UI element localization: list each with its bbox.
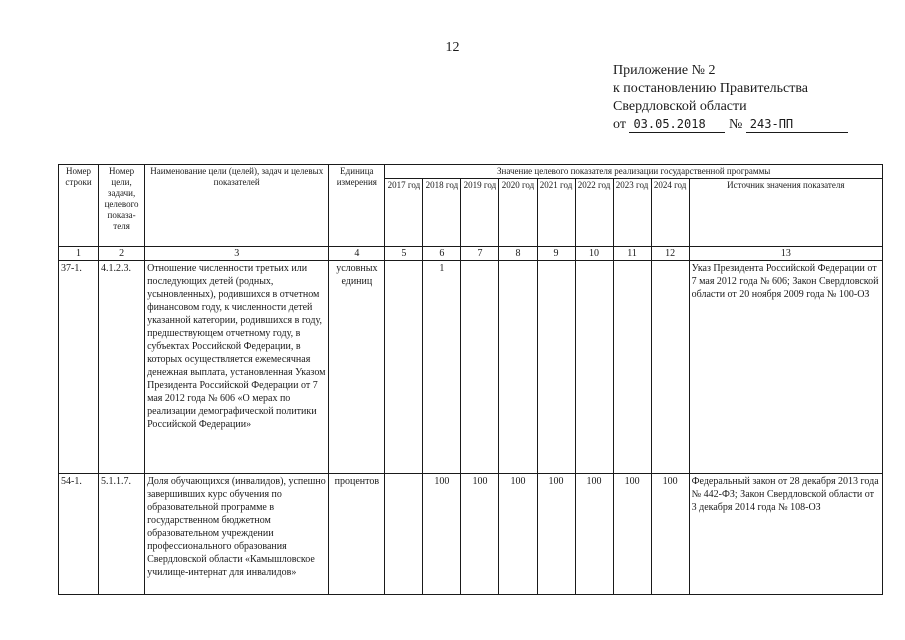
date-prefix: от xyxy=(613,117,626,132)
attachment-block xyxy=(613,62,848,134)
column-number: 12 xyxy=(651,247,689,261)
value-2023 xyxy=(613,261,651,474)
goal-number: 4.1.2.3. xyxy=(99,261,145,474)
column-number: 9 xyxy=(537,247,575,261)
column-number: 3 xyxy=(145,247,329,261)
attachment-region: Свердловской области xyxy=(613,99,747,114)
value-2023: 100 xyxy=(613,474,651,595)
value-2019 xyxy=(461,261,499,474)
unit: процентов xyxy=(329,474,385,595)
column-number: 13 xyxy=(689,247,882,261)
unit: условных единиц xyxy=(329,261,385,474)
value-2021: 100 xyxy=(537,474,575,595)
table-row xyxy=(59,261,883,474)
header-goal-number: Номер цели, задачи, целевого показа-теля xyxy=(99,165,145,247)
header-year: 2021 год xyxy=(537,179,575,247)
goal-number: 5.1.1.7. xyxy=(99,474,145,595)
column-number: 10 xyxy=(575,247,613,261)
indicators-table xyxy=(58,164,883,595)
header-year: 2022 год xyxy=(575,179,613,247)
header-row-number: Номер строки xyxy=(59,165,99,247)
value-2018: 100 xyxy=(423,474,461,595)
column-number: 1 xyxy=(59,247,99,261)
column-numbers-row xyxy=(59,247,883,261)
value-2020 xyxy=(499,261,537,474)
column-number: 5 xyxy=(385,247,423,261)
indicator-name: Отношение численности третьих или последующих детей (родных, усыновленных), родившихся в отчетном финансовом году, к численности детей указанной категории, родившихся в году, предшествующем отчетному году, в субъектах Российской Федерации, в которых осуществляется ежемесячная денежная выплата, установленная Указом Президента Российской Федерации от 7 мая 2012 года № 606 «О мерах по реализации демографической политики Российской Федерации» xyxy=(145,261,329,474)
attachment-title: Приложение № 2 xyxy=(613,63,716,78)
value-2018: 1 xyxy=(423,261,461,474)
column-number: 11 xyxy=(613,247,651,261)
value-2020: 100 xyxy=(499,474,537,595)
column-number: 7 xyxy=(461,247,499,261)
header-year: 2023 год xyxy=(613,179,651,247)
attachment-date-line xyxy=(613,116,848,134)
value-2022: 100 xyxy=(575,474,613,595)
value-2019: 100 xyxy=(461,474,499,595)
column-number: 8 xyxy=(499,247,537,261)
value-2022 xyxy=(575,261,613,474)
table-header-row xyxy=(59,165,883,179)
source: Указ Президента Российской Федерации от 7 мая 2012 года № 606; Закон Свердловской области от 20 ноября 2009 года № 100-ОЗ xyxy=(689,261,882,474)
table-row xyxy=(59,474,883,595)
indicator-name: Доля обучающихся (инвалидов), успешно завершивших курс обучения по образовательной программе в государственном бюджетном образовательном учреждении профессионального образования Свердловской области «Камышловское училище-интернат для инвалидов» xyxy=(145,474,329,595)
resolution-date: 03.05.2018 xyxy=(629,116,725,133)
header-year: 2018 год xyxy=(423,179,461,247)
row-number: 37-1. xyxy=(59,261,99,474)
resolution-number: 243-ПП xyxy=(746,116,848,133)
header-source: Источник значения показателя xyxy=(689,179,882,247)
column-number: 4 xyxy=(329,247,385,261)
row-number: 54-1. xyxy=(59,474,99,595)
page-number: 12 xyxy=(445,40,460,55)
source: Федеральный закон от 28 декабря 2013 года № 442-ФЗ; Закон Свердловской области от 3 декабря 2014 года № 108-ОЗ xyxy=(689,474,882,595)
column-number: 2 xyxy=(99,247,145,261)
value-2017 xyxy=(385,474,423,595)
value-2024: 100 xyxy=(651,474,689,595)
column-number: 6 xyxy=(423,247,461,261)
header-values-group: Значение целевого показателя реализации государственной программы xyxy=(385,165,883,179)
value-2021 xyxy=(537,261,575,474)
value-2024 xyxy=(651,261,689,474)
value-2017 xyxy=(385,261,423,474)
header-year: 2019 год xyxy=(461,179,499,247)
attachment-resolution: к постановлению Правительства xyxy=(613,81,809,96)
number-prefix: № xyxy=(728,117,743,132)
header-name: Наименование цели (целей), задач и целевых показателей xyxy=(145,165,329,247)
header-year: 2017 год xyxy=(385,179,423,247)
header-year: 2020 год xyxy=(499,179,537,247)
header-unit: Единица измерения xyxy=(329,165,385,247)
header-year: 2024 год xyxy=(651,179,689,247)
